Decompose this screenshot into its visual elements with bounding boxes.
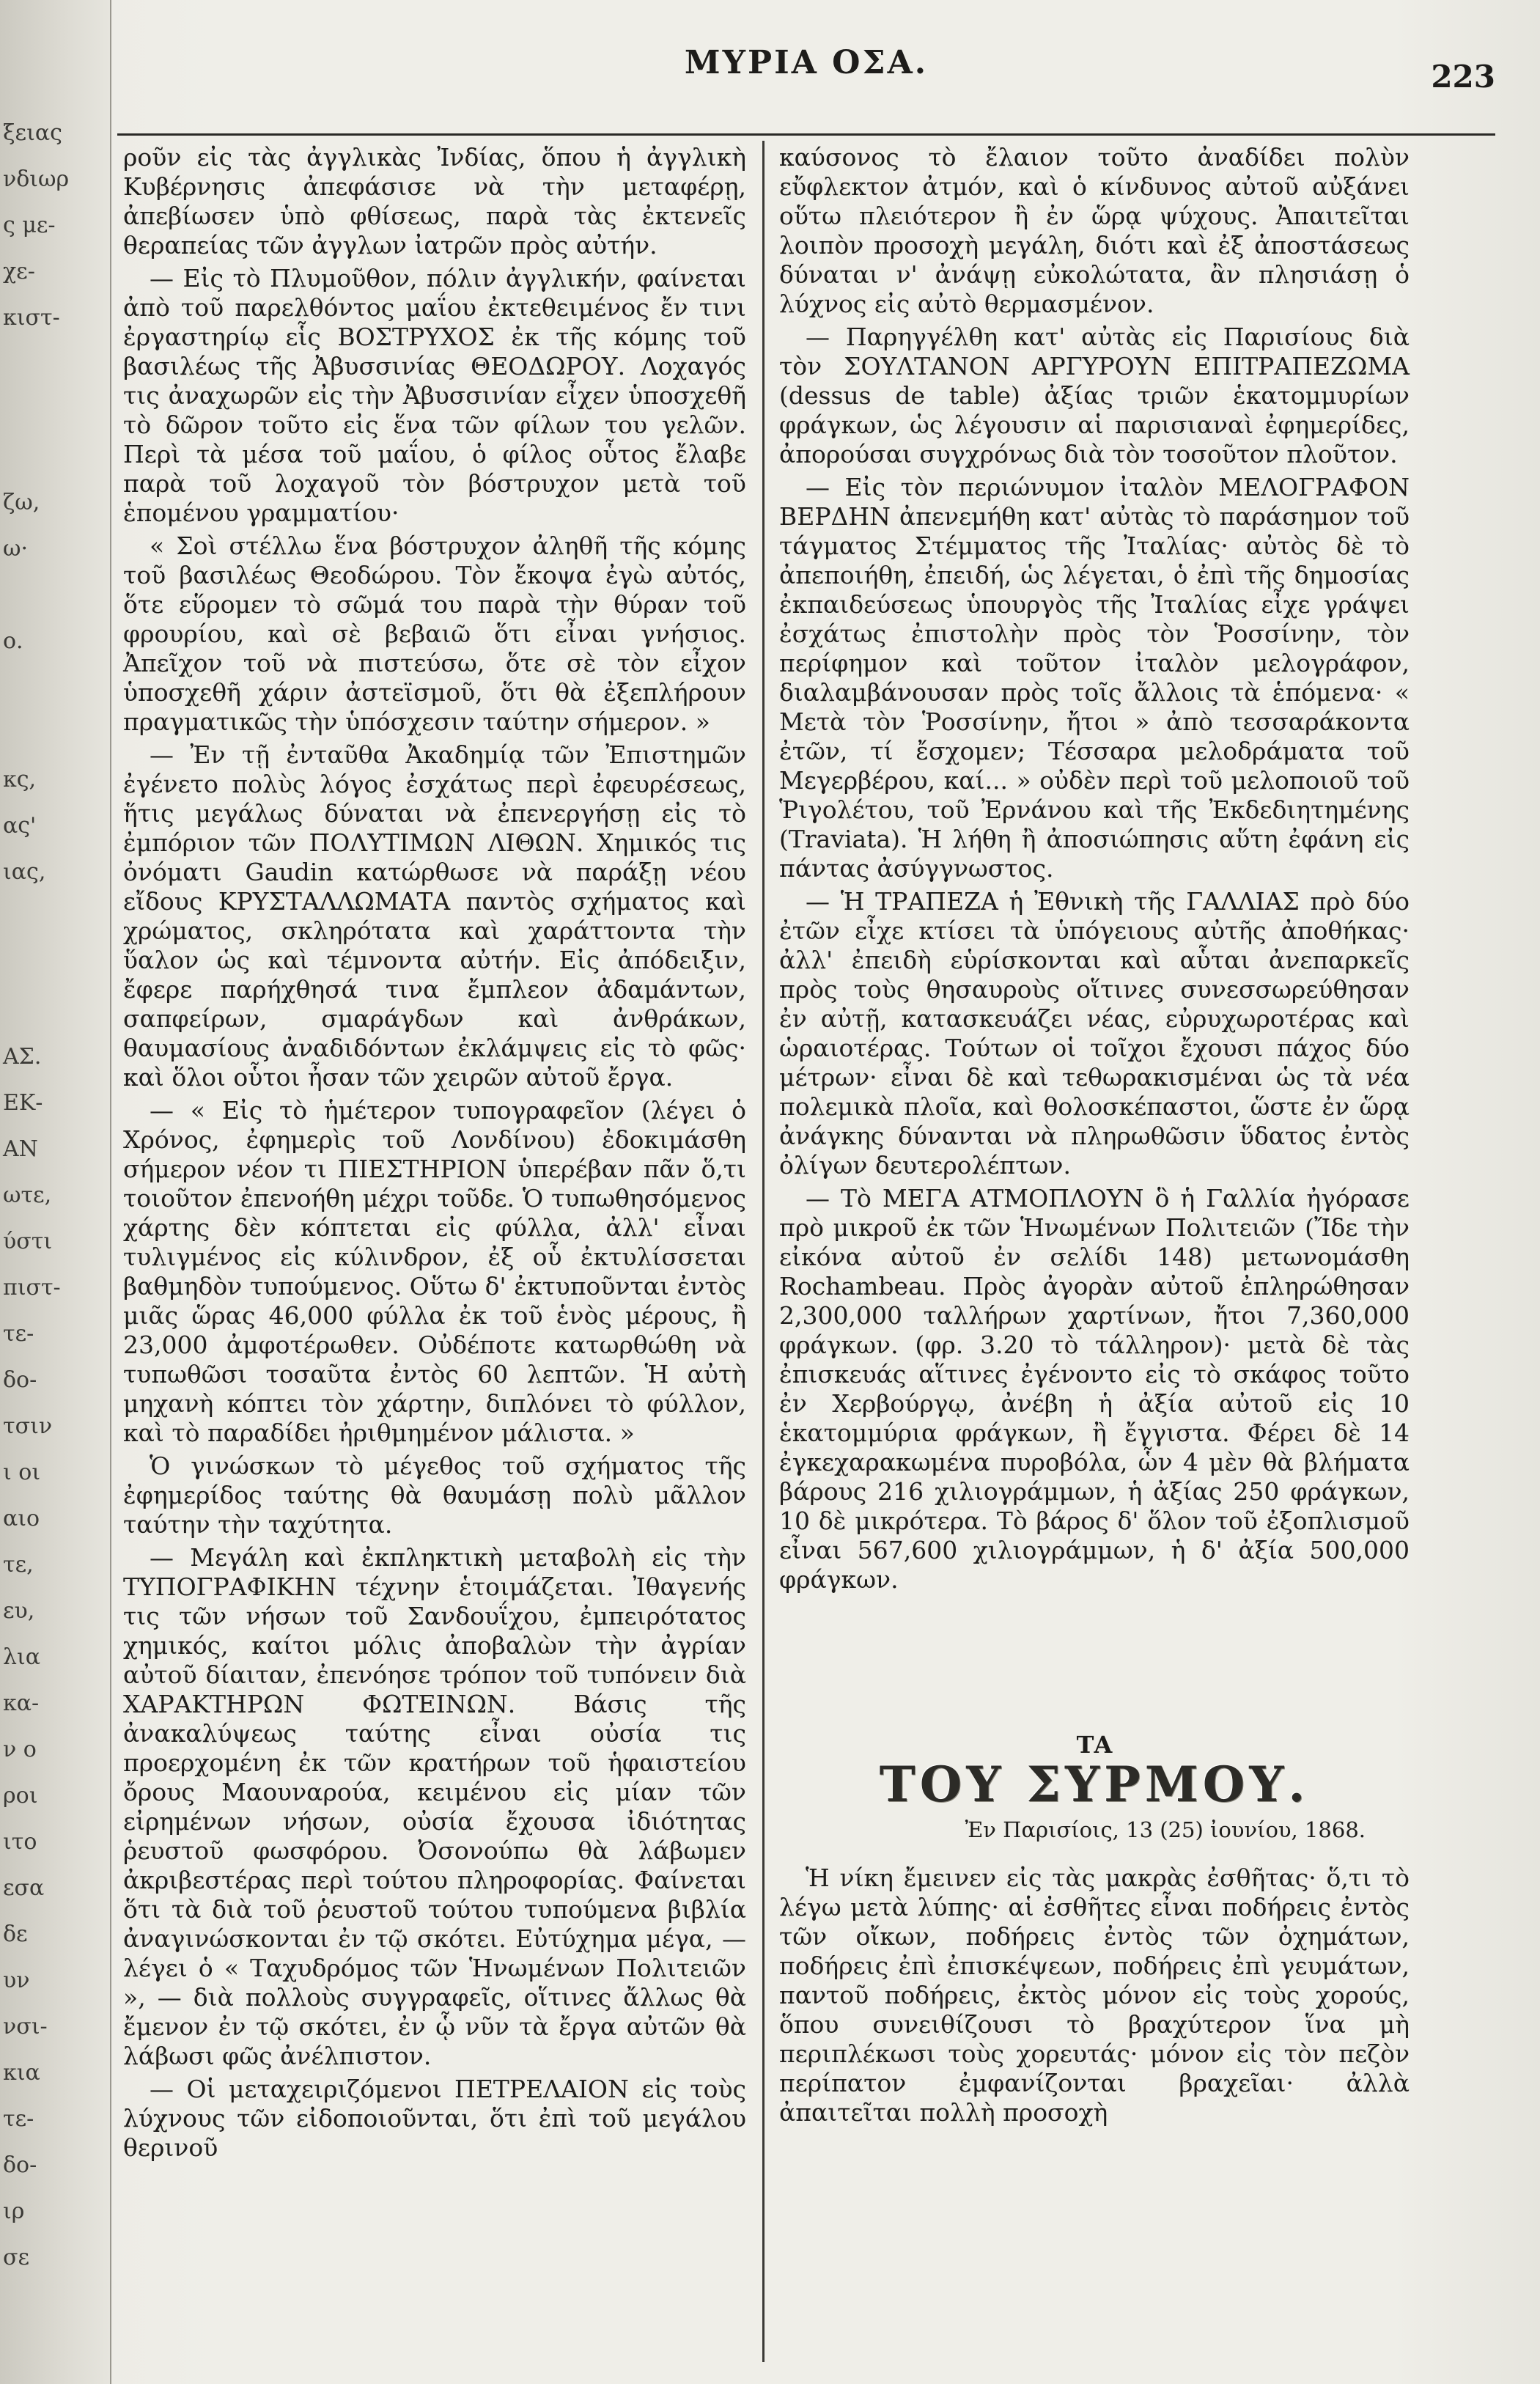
adjacent-page-fragments: ξειας νδιωρ ς με- χε- κιστ- ζω, ω· ο. κς, ας' ιας, ΑΣ. ΕΚ- ΑΝ ωτε, ύστι πιστ- τε- δο- τσιν ι οι αιο τε, ευ, λια κα- ν ο ροι ιτο εσα δε υν νσι- κια τε- δο- ιρ σε [3, 120, 70, 2270]
section-kicker: ΤΑ [1076, 1731, 1113, 1759]
page-header [117, 29, 1495, 103]
paragraph: Ὁ γινώσκων τὸ μέγεθος τοῦ σχήματος τῆς ἐφημερίδος ταύτης θὰ θαυμάσῃ πολὺ μᾶλλον ταύτην τὴν ταχύτητα. [123, 1452, 746, 1539]
paragraph: — Παρηγγέλθη κατ' αὐτὰς εἰς Παρισίους διὰ τὸν ΣΟΥΛΤΑΝΟΝ ΑΡΓΥΡΟΥΝ ΕΠΙΤΡΑΠΕΖΩΜΑ (dessus de table) ἀξίας τριῶν ἑκατομμυρίων φράγκων, ὡς λέγουσιν αἱ παρισιαναὶ ἐφημερίδες, ἀπορούσαι συγχρόνως διὰ τὸν τοσοῦτον πλοῦτον. [779, 323, 1410, 468]
section-title: ΤΟΥ ΣΥΡΜΟΥ. [879, 1756, 1310, 1813]
paragraph: — Οἱ μεταχειριζόμενοι ΠΕΤΡΕΛΑΙΟΝ εἰς τοὺς λύχνους τῶν εἰδοποιοῦνται, ὅτι ἐπὶ τοῦ μεγάλου θερινοῦ [123, 2075, 746, 2162]
paragraph: καύσονος τὸ ἔλαιον τοῦτο ἀναδίδει πολὺν εὔφλεκτον ἀτμόν, καὶ ὁ κίνδυνος αὐτοῦ αὐξάνει οὕτω πλειότερον ἢ ἐν ὥρᾳ ψύχους. Ἀπαιτεῖται λοιπὸν προσοχὴ μεγάλη, διότι καὶ ἐξ ἀποστάσεως δύναται ν' ἀνάψῃ εὐκολώτατα, ἂν πλησιάσῃ ὁ λύχνος εἰς αὐτὸ θερμασμένον. [779, 143, 1410, 318]
adjacent-page-edge [0, 0, 111, 2384]
right-column [779, 143, 1410, 2131]
paragraph: — Τὸ ΜΕΓΑ ΑΤΜΟΠΛΟΥΝ ὃ ἡ Γαλλία ἠγόρασε πρὸ μικροῦ ἐκ τῶν Ἡνωμένων Πολιτειῶν (Ἴδε τὴν εἰκόνα αὐτοῦ ἐν σελίδι 148) μετωνομάσθη Rochambeau. Πρὸς ἀγορὰν αὐτοῦ ἐπληρώθησαν 2,300,000 ταλλήρων χαρτίνων, ἤτοι 7,360,000 φράγκων. (φρ. 3.20 τὸ τάλληρον)· μετὰ δὲ τὰς ἐπισκευάς αἵτινες ἐγένοντο εἰς τὸ σκάφος τοῦτο ἐν Χερβούργῳ, ἀνέβη ἡ ἀξία αὐτοῦ εἰς 10 ἑκατομμύρια φράγκων, ἢ ἔγγιστα. Φέρει δὲ 14 ἐγκεχαρακωμένα πυροβόλα, ὧν 4 μὲν θὰ βλήματα βάρους 216 χιλιογράμμων, ἡ ἀξίας 250 φράγκων, 10 δὲ μικρότερα. Τὸ βάρος δ' ὅλον τοῦ ἐξοπλισμοῦ εἶναι 567,600 χιλιογράμμων, ἡ δ' ἀξία 500,000 φράγκων. [779, 1184, 1410, 1594]
paragraph: — « Εἰς τὸ ἡμέτερον τυπογραφεῖον (λέγει ὁ Χρόνος, ἐφημερὶς τοῦ Λονδίνου) ἐδοκιμάσθη σήμερον νέον τι ΠΙΕΣΤΗΡΙΟΝ ὑπερέβαν πᾶν ὅ,τι τοιοῦτον ἐπενοήθη μέχρι τοῦδε. Ὁ τυπωθησόμενος χάρτης δὲν κόπτεται εἰς φύλλα, ἀλλ' εἶναι τυλιγμένος εἰς κύλινδρον, ἐξ οὗ ἐκτυλίσσεται βαθμηδὸν τυπούμενος. Οὕτω δ' ἐκτυποῦνται ἐντὸς μιᾶς ὥρας 46,000 φύλλα ἐκ τοῦ ἑνὸς μέρους, ἢ 23,000 ἀμφοτέρωθεν. Οὐδέποτε κατωρθώθη νὰ τυπωθῶσι τοσαῦτα ἐντὸς 60 λεπτῶν. Ἡ αὐτὴ μηχανὴ κόπτει τὸν χάρτην, διπλόνει τὸ φύλλον, καὶ τὸ παραδίδει ἠριθμημένον μάλιστα. » [123, 1096, 746, 1447]
paragraph: — Εἰς τὸν περιώνυμον ἰταλὸν ΜΕΛΟΓΡΑΦΟΝ ΒΕΡΔΗΝ ἀπενεμήθη κατ' αὐτὰς τὸ παράσημον τοῦ τάγματος Στέμματος τῆς Ἰταλίας· αὐτὸς δὲ τὸ ἀπεποιήθη, ἐπειδή, ὡς λέγεται, ὁ ἐπὶ τῆς δημοσίας ἐκπαιδεύσεως ὑπουργὸς τῆς Ἰταλίας εἶχε γράψει ἐσχάτως ἐπιστολὴν πρὸς τὸν Ῥοσσίνην, τὸν περίφημον καὶ τοῦτον ἰταλὸν μελογράφον, διαλαμβάνουσαν πρὸς τοῖς ἄλλοις τὰ ἑπόμενα· « Μετὰ τὸν Ῥοσσίνην, ἤτοι » ἀπὸ τεσσαράκοντα ἐτῶν, τί ἔσχομεν; Τέσσαρα μελοδράματα τοῦ Μεγερβέρου, καί... » οὐδὲν περὶ τοῦ μελοποιοῦ τοῦ Ῥιγολέτου, τοῦ Ἐρνάνου καὶ τῆς Ἐκδεδιητημένης (Traviata). Ἡ λήθη ἢ ἀποσιώπησις αὕτη ἐφάνη εἰς πάντας ἀσύγγνωστος. [779, 473, 1410, 883]
column-divider [762, 141, 765, 2362]
page-number: 223 [1431, 59, 1495, 95]
paragraph: — Ἐν τῇ ἐνταῦθα Ἀκαδημίᾳ τῶν Ἐπιστημῶν ἐγένετο πολὺς λόγος ἐσχάτως περὶ ἐφευρέσεως, ἥτις μεγάλως δύναται νὰ ἐπενεργήσῃ εἰς τὸ ἐμπόριον τῶν ΠΟΛΥΤΙΜΩΝ ΛΙΘΩΝ. Χημικός τις ὀνόματι Gaudin κατώρθωσε νὰ παράξῃ νέου εἴδους ΚΡΥΣΤΑΛΛΩΜΑΤΑ παντὸς σχήματος καὶ χρώματος, σκληρότατα καὶ χαράττοντα τὴν ὕαλον ὡς καὶ τέμνοντα αὐτήν. Εἰς ἀπόδειξιν, ἔφερε παρήχθησά τινα ἔμπλεον ἀδαμάντων, σαπφείρων, σμαράγδων καὶ ἀνθράκων, θαυμασίους ἀναδιδόντων ἐκλάμψεις εἰς τὸ φῶς· καὶ ὅλοι οὗτοι ἦσαν τῶν χειρῶν αὐτοῦ ἔργα. [123, 740, 746, 1092]
section-body: Ἡ νίκη ἔμεινεν εἰς τὰς μακρὰς ἐσθῆτας· ὅ,τι τὸ λέγω μετὰ λύπης· αἱ ἐσθῆτες εἶναι ποδήρεις ἐντὸς τῶν οἴκων, ποδήρεις ἐντὸς τῶν ὀχημάτων, ποδήρεις ἐπὶ ἐπισκέψεων, ποδήρεις ἐπὶ γευμάτων, παντοῦ ποδήρεις, ἐκτὸς μόνον εἰς τοὺς χορούς, ὅπου συνειθίζουσι τὸ βραχύτερον ἵνα μὴ περιπλέκωσι τοὺς χορευτάς· μόνον εἰς τὸν πεζὸν περίπατον ἐμφανίζονται βραχεῖαι· ἀλλὰ ἀπαιτεῖται πολλὴ προσοχὴ [779, 1864, 1410, 2127]
running-title: ΜΥΡΙΑ ΟΣΑ. [684, 44, 929, 81]
paragraph: — Ἡ ΤΡΑΠΕΖΑ ἡ Ἐθνικὴ τῆς ΓΑΛΛΙΑΣ πρὸ δύο ἐτῶν εἶχε κτίσει τὰ ὑπόγειους αὐτῆς ἀποθήκας· ἀλλ' ἐπειδὴ εὑρίσκονται καὶ αὗται ἀνεπαρκεῖς πρὸς τοὺς θησαυροὺς οἵτινες συνεσσωρεύθησαν ἐν αὐτῇ, κατασκευάζει νέας, εὐρυχωροτέρας καὶ ὡραιοτέρας. Τούτων οἱ τοῖχοι ἔχουσι πάχος δύο μέτρων· εἶναι δὲ καὶ τεθωρακισμέναι ὡς τὰ νέα πολεμικὰ πλοῖα, καὶ θολοσκέπαστοι, ὥστε ἐν ὥρᾳ ἀνάγκης δύνανται νὰ πληρωθῶσιν ὕδατος ἐντὸς ὀλίγων δευτερολέπτων. [779, 887, 1410, 1180]
paragraph: « Σοὶ στέλλω ἕνα βόστρυχον ἀληθῆ τῆς κόμης τοῦ βασιλέως Θεοδώρου. Τὸν ἔκοψα ἐγὼ αὐτός, ὅτε εὕρομεν τὸ σῶμά του παρὰ τὴν θύραν τοῦ φρουρίου, καὶ σὲ βεβαιῶ ὅτι εἶναι γνήσιος. Ἀπεῖχον τοῦ νὰ πιστεύσω, ὅτε σὲ τὸν εἶχον ὑποσχεθῆ χάριν ἀστεϊσμοῦ, ὅτι θὰ ἐξεπλήρουν πραγματικῶς τὴν ὑπόσχεσιν ταύτην σήμερον. » [123, 531, 746, 736]
paragraph: — Εἰς τὸ Πλυμοῦθον, πόλιν ἀγγλικήν, φαίνεται ἀπὸ τοῦ παρελθόντος μαΐου ἐκτεθειμένος ἔν τινι ἐργαστηρίῳ εἷς ΒΟΣΤΡΥΧΟΣ ἐκ τῆς κόμης τοῦ βασιλέως τῆς Ἀβυσσινίας ΘΕΟΔΩΡΟΥ. Λοχαγός τις ἀναχωρῶν εἰς τὴν Ἀβυσσινίαν εἶχεν ὑποσχεθῆ τὸ δῶρον τοῦτο εἰς ἕνα τῶν φίλων του γελῶν. Περὶ τὰ μέσα τοῦ μαΐου, ὁ φίλος οὗτος ἔλαβε παρὰ τοῦ λοχαγοῦ τὸν βόστρυχον μετὰ τοῦ ἑπομένου γραμματίου· [123, 264, 746, 527]
header-rule [117, 133, 1495, 136]
dateline: Ἐν Παρισίοις, 13 (25) ἰουνίου, 1868. [965, 1817, 1366, 1842]
paragraph: ροῦν εἰς τὰς ἀγγλικὰς Ἰνδίας, ὅπου ἡ ἀγγλικὴ Κυβέρνησις ἀπεφάσισε νὰ τὴν μεταφέρῃ, ἀπεβίωσεν ὑπὸ φθίσεως, παρὰ τὰς ἐκτενεῖς θεραπείας τῶν ἀγγλων ἰατρῶν πρὸς αὐτήν. [123, 143, 746, 260]
left-column [123, 143, 746, 2166]
paragraph: — Μεγάλη καὶ ἐκπληκτικὴ μεταβολὴ εἰς τὴν ΤΥΠΟΓΡΑΦΙΚΗΝ τέχνην ἑτοιμάζεται. Ἰθαγενής τις τῶν νήσων τοῦ Σανδουΐχου, ἐμπειρότατος χημικός, καίτοι μόλις ἀποβαλὼν τὴν ἀγρίαν αὐτοῦ δίαιταν, ἐπενόησε τρόπον τοῦ τυπόνειν διὰ ΧΑΡΑΚΤΗΡΩΝ ΦΩΤΕΙΝΩΝ. Βάσις τῆς ἀνακαλύψεως ταύτης εἶναι οὐσία τις προερχομένη ἐκ τῶν κρατήρων τοῦ ἡφαιστείου ὄρους Μαουναρούα, κειμένου εἰς μίαν τῶν εἰρημένων νήσων, οὐσία ἔχουσα ἰδιότητας ῥευστοῦ φωσφόρου. Ὀσονούπω θὰ λάβωμεν ἀκριβεστέρας περὶ τούτου πληροφορίας. Φαίνεται ὅτι τὰ διὰ τοῦ ῥευστοῦ τούτου τυπούμενα βιβλία ἀναγινώσκονται ἐν τῷ σκότει. Εὐτύχημα μέγα, — λέγει ὁ « Ταχυδρόμος τῶν Ἡνωμένων Πολιτειῶν », — διὰ πολλοὺς συγγραφεῖς, οἵτινες ἄλλως θὰ ἔμενον ἐν τῷ σκότει, ἐν ᾧ νῦν τὰ ἔργα αὐτῶν θὰ λάβωσι φῶς ἀνέλπιστον. [123, 1543, 746, 2070]
